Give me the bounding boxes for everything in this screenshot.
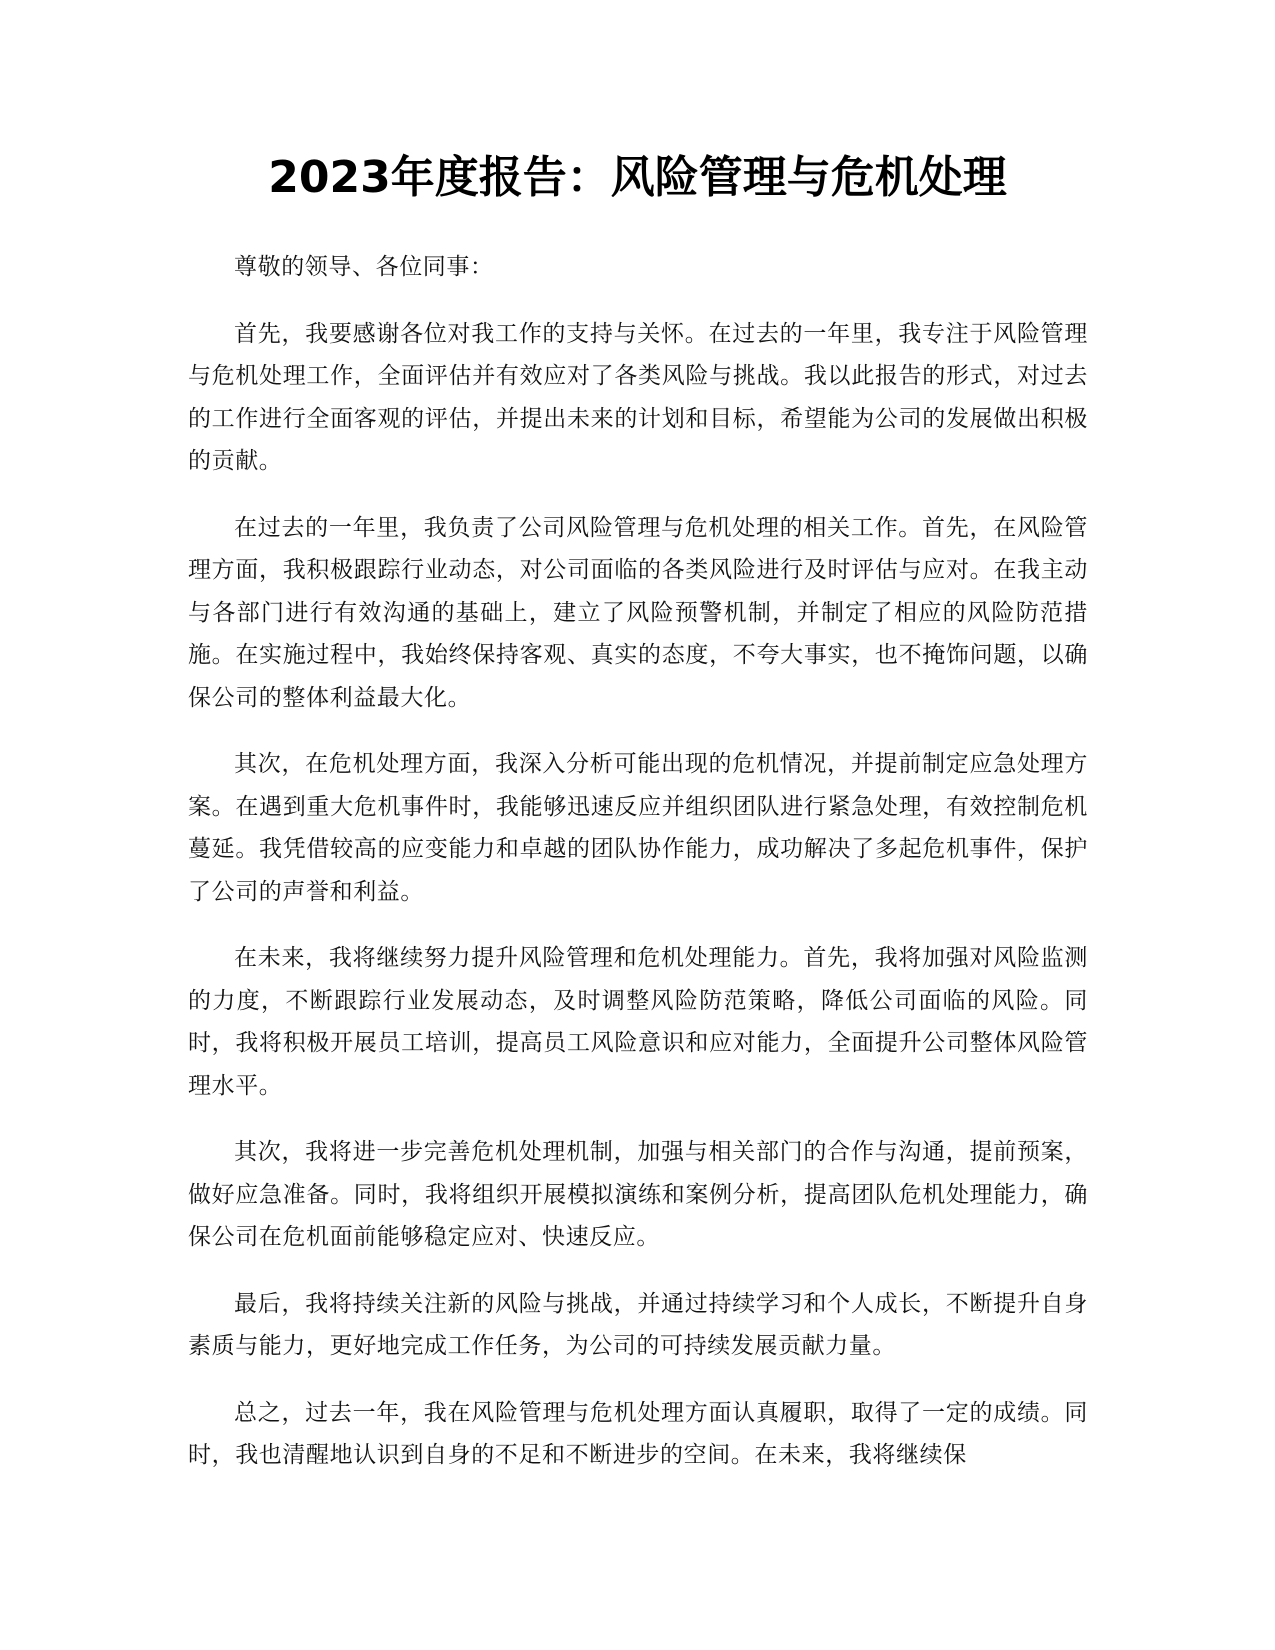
paragraph-conclusion: 总之，过去一年，我在风险管理与危机处理方面认真履职，取得了一定的成绩。同时，我也清醒地认识到自身的不足和不断进步的空间。在未来，我将继续保 <box>188 1399 1088 1468</box>
paragraph-future-risk: 在未来，我将继续努力提升风险管理和危机处理能力。首先，我将加强对风险监测的力度，不断跟踪行业发展动态，及时调整风险防范策略，降低公司面临的风险。同时，我将积极开展员工培训，提高员工风险意识和应对能力，全面提升公司整体风险管理水平。 <box>188 945 1088 1099</box>
document-title: 2023年度报告：风险管理与危机处理 <box>268 152 1007 203</box>
paragraph-crisis-handling: 其次，在危机处理方面，我深入分析可能出现的危机情况，并提前制定应急处理方案。在遇到重大危机事件时，我能够迅速反应并组织团队进行紧急处理，有效控制危机蔓延。我凭借较高的应变能力和卓越的团队协作能力，成功解决了多起危机事件，保护了公司的声誉和利益。 <box>188 751 1088 905</box>
paragraph-future-crisis: 其次，我将进一步完善危机处理机制，加强与相关部门的合作与沟通，提前预案，做好应急准备。同时，我将组织开展模拟演练和案例分析，提高团队危机处理能力，确保公司在危机面前能够稳定应对、快速反应。 <box>188 1139 1088 1250</box>
paragraph-finally: 最后，我将持续关注新的风险与挑战，并通过持续学习和个人成长，不断提升自身素质与能力，更好地完成工作任务，为公司的可持续发展贡献力量。 <box>188 1290 1088 1359</box>
paragraph-risk-management: 在过去的一年里，我负责了公司风险管理与危机处理的相关工作。首先，在风险管理方面，我积极跟踪行业动态，对公司面临的各类风险进行及时评估与应对。在我主动与各部门进行有效沟通的基础上，建立了风险预警机制，并制定了相应的风险防范措施。在实施过程中，我始终保持客观、真实的态度，不夸大事实，也不掩饰问题，以确保公司的整体利益最大化。 <box>188 514 1088 711</box>
paragraph-intro: 首先，我要感谢各位对我工作的支持与关怀。在过去的一年里，我专注于风险管理与危机处理工作，全面评估并有效应对了各类风险与挑战。我以此报告的形式，对过去的工作进行全面客观的评估，并提出未来的计划和目标，希望能为公司的发展做出积极的贡献。 <box>188 320 1088 474</box>
document-body <box>188 246 1088 1501</box>
salutation: 尊敬的领导、各位同事： <box>234 254 494 280</box>
